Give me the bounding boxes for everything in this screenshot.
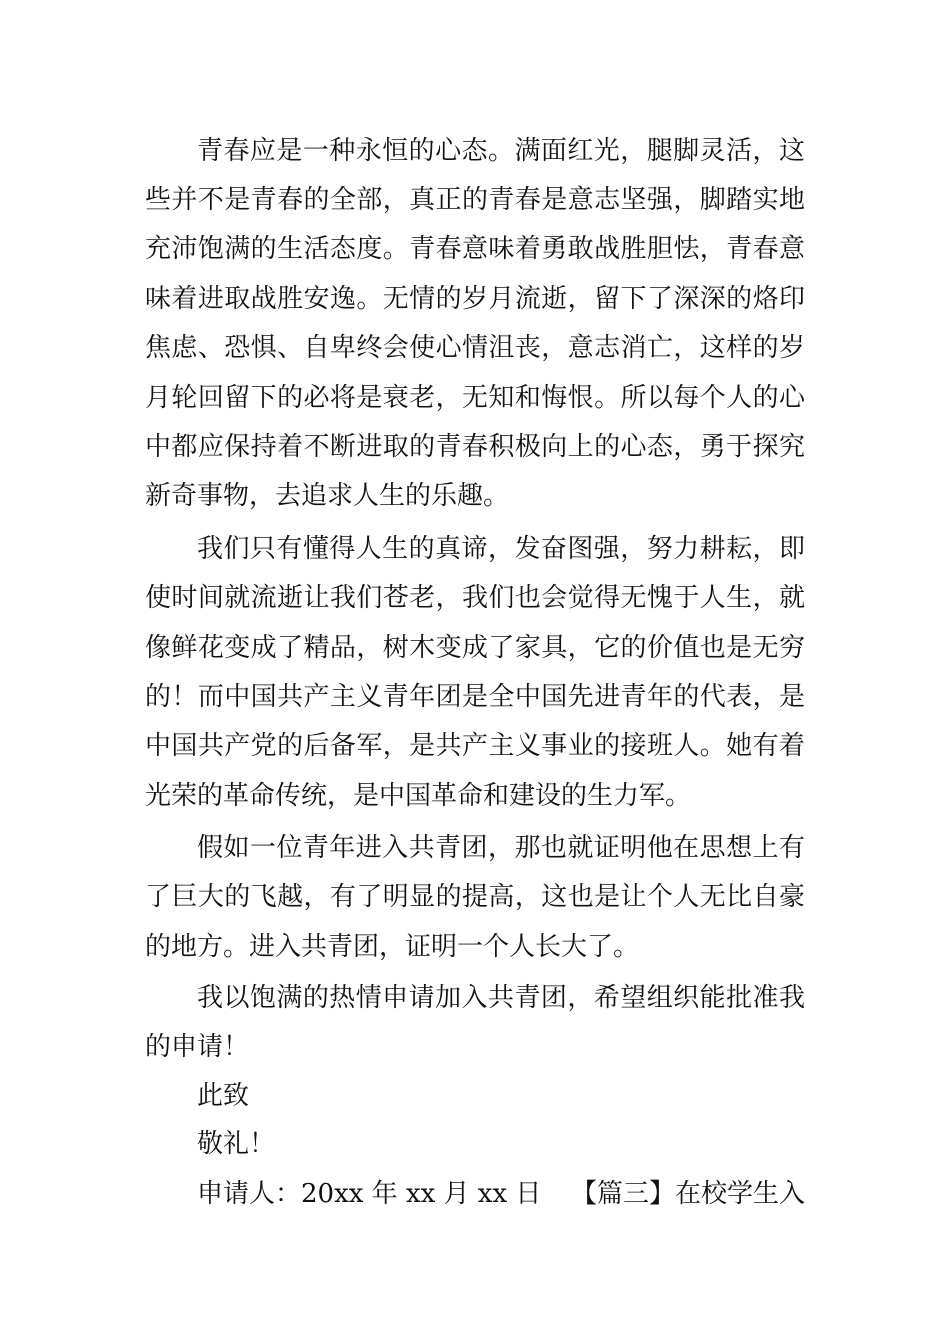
paragraph-2-line-1: 我们只有懂得人生的真谛，发奋图强，努力耕耘，即 — [197, 534, 805, 564]
paragraph-2-line-5: 中国共产党的后备军，是共产主义事业的接班人。她有着 — [145, 731, 805, 761]
closing-respect: 敬礼！ — [197, 1129, 276, 1159]
signature-date: 申请人：20xx 年 xx 月 xx 日 — [197, 1179, 542, 1209]
paragraph-1-line-1: 青春应是一种永恒的心态。满面红光，腿脚灵活，这 — [197, 136, 805, 166]
paragraph-1-line-6: 月轮回留下的必将是衰老，无知和悔恨。所以每个人的心 — [145, 383, 805, 413]
paragraph-1-line-5: 焦虑、恐惧、自卑终会使心情沮丧，意志消亡，这样的岁 — [145, 333, 805, 363]
paragraph-4-line-1: 我以饱满的热情申请加入共青团，希望组织能批准我 — [197, 983, 805, 1013]
paragraph-2-line-3: 像鲜花变成了精品，树木变成了家具，它的价值也是无穷 — [145, 633, 805, 663]
paragraph-3-line-2: 了巨大的飞越，有了明显的提高，这也是让个人无比自豪 — [145, 882, 805, 912]
paragraph-1-line-8: 新奇事物，去追求人生的乐趣。 — [145, 481, 510, 511]
next-section-heading: 【篇三】在校学生入 — [570, 1179, 805, 1209]
paragraph-4-line-2: 的申请！ — [145, 1032, 250, 1062]
paragraph-2-line-6: 光荣的革命传统，是中国革命和建设的生力军。 — [145, 781, 692, 811]
closing-salutation: 此致 — [197, 1081, 250, 1111]
paragraph-2-line-2: 使时间就流逝让我们苍老，我们也会觉得无愧于人生，就 — [145, 583, 805, 613]
paragraph-1-line-2: 些并不是青春的全部，真正的青春是意志坚强，脚踏实地 — [145, 185, 805, 215]
paragraph-2-line-4: 的！而中国共产主义青年团是全中国先进青年的代表，是 — [145, 682, 805, 712]
paragraph-1-line-4: 味着进取战胜安逸。无情的岁月流逝，留下了深深的烙印 — [145, 284, 805, 314]
paragraph-3-line-3: 的地方。进入共青团，证明一个人长大了。 — [145, 932, 640, 962]
paragraph-1-line-7: 中都应保持着不断进取的青春积极向上的心态，勇于探究 — [145, 432, 805, 462]
paragraph-3-line-1: 假如一位青年进入共青团，那也就证明他在思想上有 — [197, 833, 805, 863]
paragraph-1-line-3: 充沛饱满的生活态度。青春意味着勇敢战胜胆怯，青春意 — [145, 234, 805, 264]
